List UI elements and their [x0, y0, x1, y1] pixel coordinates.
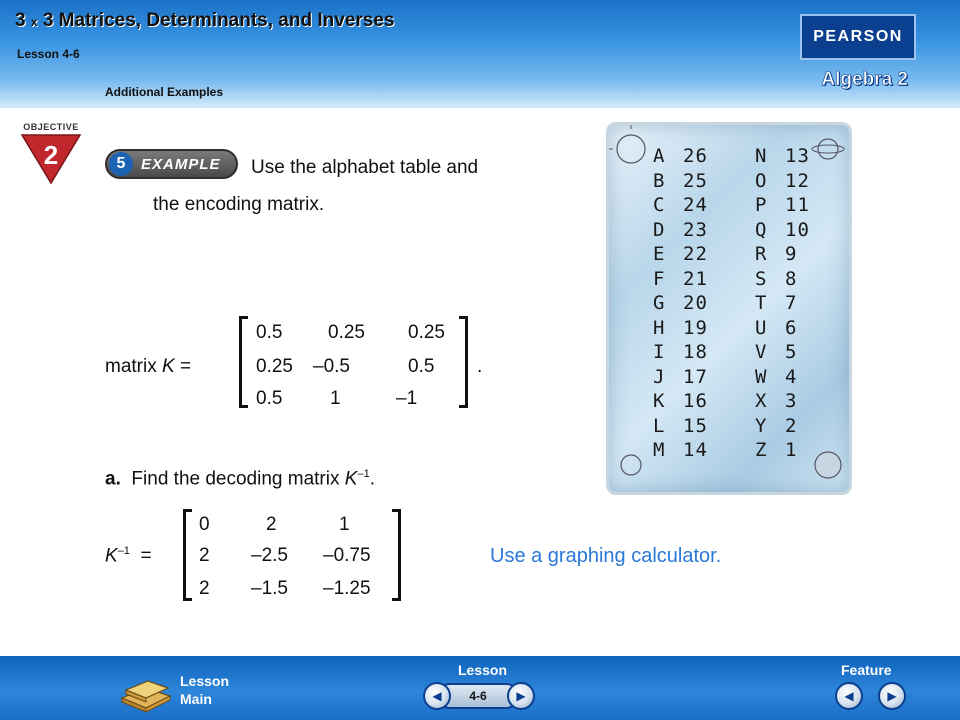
alphabet-code: 9	[785, 243, 798, 265]
alphabet-code: 23	[683, 218, 708, 241]
matrix-k-right-bracket	[459, 316, 468, 408]
alphabet-entry	[653, 366, 708, 388]
sun-icon	[617, 135, 645, 163]
alphabet-code: 10	[785, 218, 810, 241]
alphabet-letter: E	[653, 243, 666, 265]
triangle-right-icon: ▶	[516, 689, 526, 703]
alphabet-code: 3	[785, 390, 798, 412]
alphabet-code: 12	[785, 169, 810, 192]
matrix-k-cell: 0.25	[256, 356, 293, 377]
page-title	[15, 10, 394, 32]
matrix-kinv-cell: –0.75	[323, 545, 371, 566]
alphabet-entry	[755, 292, 797, 314]
matrix-k-left-bracket	[239, 316, 248, 408]
alphabet-code: 15	[683, 414, 708, 437]
matrix-k-cell: –1	[396, 388, 418, 409]
course-name: Algebra 2	[821, 69, 908, 90]
matrix-kinv-cell: 2	[199, 578, 210, 599]
alphabet-entry	[755, 268, 797, 290]
alphabet-code: 4	[785, 365, 798, 388]
alphabet-letter: V	[755, 341, 768, 363]
alphabet-letter: B	[653, 169, 666, 192]
example-number: 5	[109, 152, 133, 176]
title-part-a: 3	[15, 10, 26, 31]
matrix-k-label: matrix K =	[105, 356, 192, 377]
lesson-main-line-2: Main	[180, 691, 212, 707]
alphabet-entry	[653, 390, 708, 412]
instruction-line-2: the encoding matrix.	[153, 194, 325, 215]
triangle-left-icon: ◀	[432, 689, 442, 703]
alphabet-code: 13	[785, 145, 810, 167]
alphabet-entry	[653, 243, 708, 265]
alphabet-code: 22	[683, 243, 708, 265]
alphabet-code: 24	[683, 194, 708, 216]
matrix-k-cell: –0.5	[313, 356, 350, 377]
lesson-main-line-1: Lesson	[180, 673, 230, 689]
matrix-kinv-cell: –1.25	[323, 578, 371, 599]
feature-nav-label: Feature	[841, 662, 892, 678]
alphabet-letter: D	[653, 218, 666, 241]
matrix-k-cell: 0.5	[256, 388, 283, 409]
alphabet-entry	[653, 170, 708, 192]
alphabet-entry	[755, 415, 797, 437]
alphabet-code: 8	[785, 267, 798, 290]
alphabet-entry	[755, 317, 797, 339]
publisher-logo: PEARSON	[800, 14, 916, 60]
header-banner	[0, 0, 960, 108]
matrix-k-period: .	[477, 356, 483, 377]
triangle-right-icon: ▶	[887, 689, 897, 703]
alphabet-code: 11	[785, 194, 810, 216]
alphabet-code: 16	[683, 390, 708, 412]
alphabet-entry	[653, 317, 708, 339]
alphabet-entry	[653, 268, 708, 290]
alphabet-letter: Q	[755, 218, 768, 241]
books-icon	[118, 674, 174, 714]
alphabet-code: 14	[683, 439, 708, 461]
alphabet-entry	[653, 194, 708, 216]
alphabet-letter: K	[653, 390, 666, 412]
planet-icon	[818, 139, 838, 159]
alphabet-letter: T	[755, 292, 768, 314]
alphabet-letter: H	[653, 316, 666, 339]
matrix-k-cell: 0.25	[328, 322, 365, 343]
triangle-left-icon: ◀	[844, 689, 854, 703]
alphabet-code: 20	[683, 292, 708, 314]
matrix-kinv-cell: 0	[199, 514, 210, 535]
alphabet-entry	[755, 145, 810, 167]
alphabet-letter: R	[755, 243, 768, 265]
alphabet-letter: C	[653, 194, 666, 216]
alphabet-letter: J	[653, 365, 666, 388]
alphabet-code: 26	[683, 145, 708, 167]
alphabet-entry	[755, 390, 797, 412]
alphabet-code: 1	[785, 439, 798, 461]
alphabet-letter: W	[755, 365, 768, 388]
alphabet-letter: M	[653, 439, 666, 461]
matrix-kinv-cell: –2.5	[251, 545, 288, 566]
matrix-kinv-cell: –1.5	[251, 578, 288, 599]
alphabet-entry	[653, 219, 708, 241]
matrix-k-cell: 0.5	[256, 322, 283, 343]
alphabet-code: 21	[683, 267, 708, 290]
alphabet-entry	[755, 194, 810, 216]
feature-next-button[interactable]	[878, 682, 906, 710]
alphabet-code: 7	[785, 292, 798, 314]
alphabet-entry	[653, 415, 708, 437]
calculator-note: Use a graphing calculator.	[490, 545, 722, 567]
lesson-prev-button[interactable]	[423, 682, 451, 710]
alphabet-letter: F	[653, 267, 666, 290]
alphabet-code: 5	[785, 341, 798, 363]
example-badge	[105, 149, 238, 179]
matrix-kinv-cell: 2	[266, 514, 277, 535]
alphabet-code: 18	[683, 341, 708, 363]
alphabet-entry	[755, 219, 810, 241]
subheading: Additional Examples	[105, 85, 224, 99]
instruction-line-1: Use the alphabet table and	[251, 157, 479, 178]
part-a-question: a. Find the decoding matrix $K^{-1}$.	[105, 468, 375, 490]
alphabet-letter: O	[755, 169, 768, 192]
planet-2-icon	[815, 452, 841, 478]
matrix-kinv-label: $K^{-1}$ =	[105, 545, 152, 567]
feature-prev-button[interactable]	[835, 682, 863, 710]
lesson-label: Lesson 4-6	[17, 47, 80, 61]
alphabet-letter: X	[755, 390, 768, 412]
title-part-b: 3 Matrices, Determinants, and Inverses	[42, 10, 395, 31]
objective-label: OBJECTIVE	[23, 122, 79, 132]
alphabet-code: 19	[683, 316, 708, 339]
alphabet-letter: Z	[755, 439, 768, 461]
alphabet-letter: N	[755, 145, 768, 167]
alphabet-table-image	[606, 122, 852, 495]
objective-badge	[16, 122, 86, 184]
alphabet-entry	[755, 341, 797, 363]
alphabet-code: 17	[683, 365, 708, 388]
alphabet-letter: I	[653, 341, 666, 363]
title-times: x	[30, 15, 38, 29]
lesson-nav-label: Lesson	[458, 662, 508, 678]
matrix-k-cell: 0.5	[408, 356, 435, 377]
alphabet-letter: G	[653, 292, 666, 314]
alphabet-entry	[755, 439, 797, 461]
matrix-kinv-cell: 2	[199, 545, 210, 566]
matrix-kinv-cell: 1	[339, 514, 350, 535]
board-decoration	[609, 125, 855, 498]
alphabet-letter: U	[755, 316, 768, 339]
alphabet-letter: Y	[755, 414, 768, 437]
alphabet-entry	[755, 170, 810, 192]
lesson-next-button[interactable]	[507, 682, 535, 710]
alphabet-code: 2	[785, 414, 798, 437]
alphabet-entry	[755, 366, 797, 388]
alphabet-entry	[755, 243, 797, 265]
matrix-kinv-right-bracket	[392, 509, 401, 601]
alphabet-entry	[653, 341, 708, 363]
objective-triangle-icon	[20, 133, 82, 185]
alphabet-letter: L	[653, 414, 666, 437]
alphabet-letter: A	[653, 145, 666, 167]
alphabet-entry	[653, 145, 708, 167]
alphabet-entry	[653, 292, 708, 314]
lesson-main-button[interactable]	[118, 672, 238, 716]
alphabet-letter: S	[755, 267, 768, 290]
alphabet-letter: P	[755, 194, 768, 216]
example-word: EXAMPLE	[141, 156, 221, 173]
alphabet-code: 25	[683, 169, 708, 192]
alphabet-code: 6	[785, 316, 798, 339]
moon-icon	[621, 455, 641, 475]
lesson-number-display: 4-6	[437, 683, 519, 709]
alphabet-entry	[653, 439, 708, 461]
matrix-k-cell: 1	[330, 388, 341, 409]
matrix-k-cell: 0.25	[408, 322, 445, 343]
matrix-kinv-left-bracket	[183, 509, 192, 601]
objective-number: 2	[43, 140, 59, 170]
